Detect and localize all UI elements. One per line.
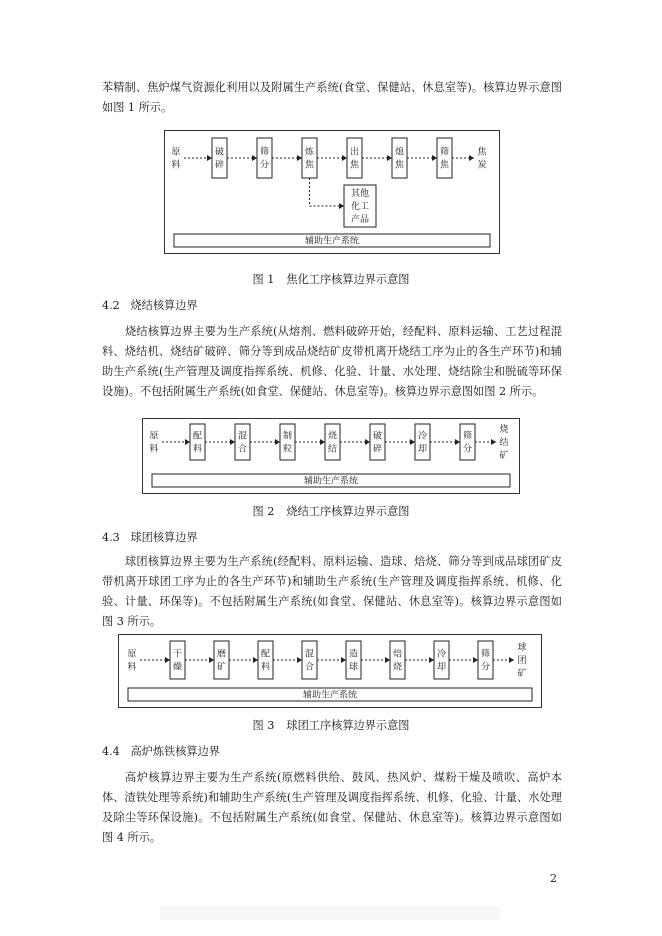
- pelletizing-flow-diagram: [118, 634, 542, 708]
- section-heading-4-3: [102, 530, 198, 546]
- paragraph-sintering-scope: 烧结核算边界主要为生产系统(从熔剂、燃料破碎开始，经配料、原料运输、工艺过程混料、烧结机、烧结矿破碎、筛分等到成品烧结矿皮带机离开烧结工序为止的各生产环节)和辅助生产系统(生产管理及调度指挥系统、机修、化验、计量、水处理、烧结除尘和脱硫等环保设施)。不包括附属生产系统(如食堂、保健站、休息室等)。核算边界示意图如图 2 所示。: [102, 325, 562, 398]
- process-box: [257, 138, 272, 178]
- process-box: [347, 138, 362, 178]
- flow-arrow-head: [469, 155, 474, 161]
- process-step-label: 造球: [348, 649, 359, 673]
- process-box: [437, 138, 452, 178]
- flow-arrow-head: [165, 657, 170, 663]
- flow-arrow-head: [253, 657, 258, 663]
- process-step-label: 筛分: [259, 147, 270, 171]
- section-heading-4-4: [102, 744, 220, 760]
- process-step-label: 冷却: [436, 649, 447, 673]
- flow-arrow-head: [320, 439, 325, 445]
- figure-3-diagram: [118, 634, 542, 708]
- flow-arrow-head: [491, 439, 496, 445]
- sintering-flow-diagram: [142, 418, 520, 494]
- flow-arrow-head: [385, 657, 390, 663]
- flow-arrow-head: [297, 155, 302, 161]
- figure-3-caption: [0, 718, 662, 734]
- input-label: 原料: [127, 649, 137, 673]
- flow-arrow-head: [432, 155, 437, 161]
- process-step-label: 混合: [237, 431, 248, 455]
- process-step-label: 配料: [192, 431, 203, 455]
- flow-arrow-head: [365, 439, 370, 445]
- paragraph-pelletizing-scope: 球团核算边界主要为生产系统(经配料、原料运输、造球、焙烧、筛分等到成品球团矿皮带机离开球团工序为止的各生产环节)和辅助生产系统(生产管理及调度指挥系统、机修、化验、计量、环保等)。不包括附属生产系统(如食堂、保健站、休息室等)。核算边界示意图如图 3 所示。: [102, 555, 562, 628]
- process-step-label: 干燥: [172, 649, 183, 673]
- flow-arrow-head: [209, 657, 214, 663]
- process-box: [214, 641, 229, 679]
- branch-label: 其他化工产品: [350, 189, 370, 226]
- process-box: [392, 138, 407, 178]
- flow-arrow-head: [410, 439, 415, 445]
- flow-arrow-head: [185, 439, 190, 445]
- flow-arrow-head: [297, 657, 302, 663]
- process-box: [170, 641, 185, 679]
- process-step-label: 制粒: [282, 431, 293, 455]
- flow-arrow-head: [509, 657, 514, 663]
- paragraph-coking-scope-end: 苯精制、焦炉煤气资源化利用以及附属生产系统(食堂、保健站、休息室等)。核算边界示意图如图 1 所示。: [102, 81, 562, 114]
- flow-arrow-head: [342, 155, 347, 161]
- input-label: 原料: [149, 431, 159, 455]
- figure-1-title: 焦化工序核算边界示意图: [286, 273, 410, 286]
- flow-arrow-head: [473, 657, 478, 663]
- branch-arrow-head: [339, 203, 344, 209]
- auxiliary-system-label: 辅助生产系统: [304, 236, 360, 247]
- process-step-label: 焙烧: [392, 649, 403, 673]
- paragraph-blast-furnace-scope: 高炉核算边界主要为生产系统(原燃料供给、鼓风、热风炉、煤粉干燥及喷吹、高炉本体、渣铁处理等系统)和辅助生产系统(生产管理及调度指挥系统、机修、化验、计量、水处理及除尘等环保设施)。不包括附属生产系统(如食堂、保健站、休息室等)。核算边界示意图如图 4 所示。: [102, 771, 562, 844]
- coking-flow-diagram: [164, 130, 500, 254]
- section-number: 4.4: [102, 745, 120, 758]
- figure-2-caption: [0, 504, 662, 520]
- process-box: [258, 641, 273, 679]
- footer-watermark: [160, 906, 500, 920]
- section-number: 4.2: [102, 299, 120, 312]
- output-label: 球团矿: [517, 643, 527, 680]
- process-step-label: 炼焦: [304, 147, 315, 171]
- flow-arrow-head: [387, 155, 392, 161]
- flow-arrow-head: [252, 155, 257, 161]
- figure-1-number: 图 1: [252, 273, 275, 286]
- figure-2-diagram: [142, 418, 520, 494]
- process-box: [302, 138, 317, 178]
- process-step-label: 筛焦: [439, 147, 450, 171]
- figure-1-diagram: [164, 130, 500, 254]
- section-heading-4-2: [102, 298, 198, 314]
- process-box: [212, 138, 227, 178]
- process-step-label: 配料: [260, 649, 271, 673]
- flow-arrow-head: [455, 439, 460, 445]
- process-box: [302, 641, 317, 679]
- input-label: 原料: [171, 147, 181, 171]
- process-step-label: 磨矿: [216, 649, 227, 673]
- figure-2-number: 图 2: [252, 505, 275, 518]
- output-label: 烧结矿: [499, 425, 509, 462]
- flow-arrow-head: [230, 439, 235, 445]
- page-number: 2: [550, 872, 557, 885]
- section-title: 高炉炼铁核算边界: [130, 745, 220, 758]
- process-step-label: 筛分: [462, 431, 473, 455]
- output-label: 焦炭: [477, 147, 487, 171]
- auxiliary-system-label: 辅助生产系统: [302, 690, 358, 701]
- figure-1-caption: [0, 272, 662, 288]
- figure-2-title: 烧结工序核算边界示意图: [286, 505, 410, 518]
- process-box: [346, 641, 361, 679]
- section-title: 烧结核算边界: [130, 299, 198, 312]
- process-box: [478, 641, 493, 679]
- process-step-label: 烧结: [327, 431, 338, 455]
- figure-3-title: 球团工序核算边界示意图: [286, 719, 410, 732]
- process-step-label: 混合: [304, 649, 315, 673]
- process-box: [390, 641, 405, 679]
- process-step-label: 筛分: [480, 649, 491, 673]
- section-title: 球团核算边界: [130, 531, 198, 544]
- flow-arrow-head: [207, 155, 212, 161]
- process-step-label: 熄焦: [394, 147, 405, 171]
- figure-3-number: 图 3: [252, 719, 275, 732]
- auxiliary-system-label: 辅助生产系统: [303, 476, 359, 487]
- process-step-label: 出焦: [349, 147, 360, 171]
- flow-arrow-head: [429, 657, 434, 663]
- flow-arrow-head: [275, 439, 280, 445]
- process-step-label: 破碎: [372, 431, 383, 455]
- process-box: [434, 641, 449, 679]
- section-number: 4.3: [102, 531, 120, 544]
- process-step-label: 冷却: [417, 431, 428, 455]
- flow-arrow-head: [341, 657, 346, 663]
- process-step-label: 破碎: [214, 147, 225, 171]
